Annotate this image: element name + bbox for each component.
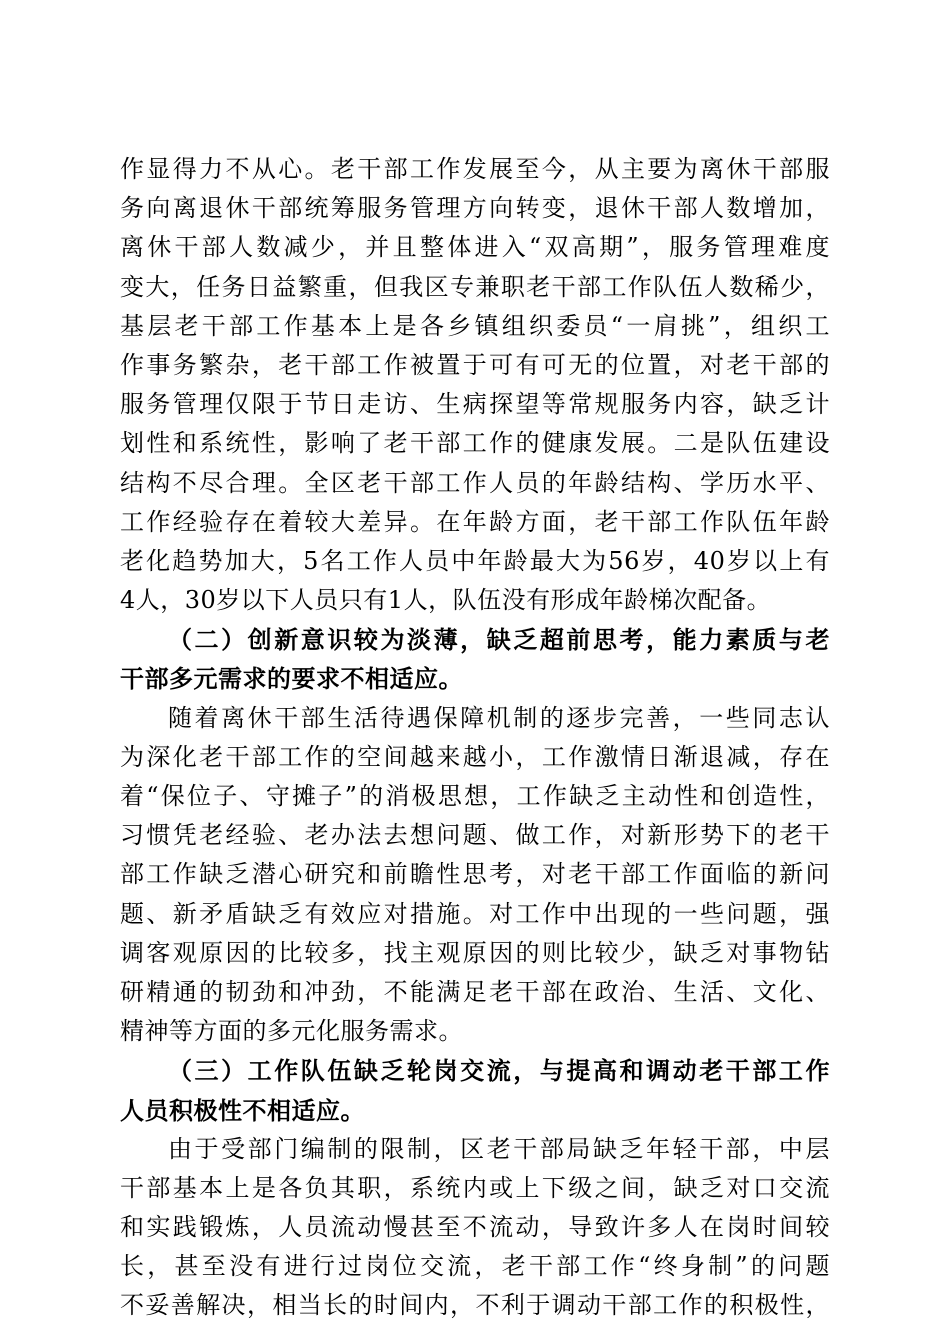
body-text-line: 长，甚至没有进行过岗位交流，老干部工作“终身制”的问题: [120, 1252, 830, 1281]
body-text-line: 研精通的韧劲和冲劲，不能满足老干部在政治、生活、文化、: [120, 977, 830, 1006]
body-text-line: 精神等方面的多元化服务需求。: [120, 1017, 463, 1046]
body-text-line: 不妥善解决，相当长的时间内，不利于调动干部工作的积极性，: [120, 1291, 830, 1320]
body-text-line: 划性和系统性，影响了老干部工作的健康发展。二是队伍建设: [120, 429, 830, 458]
body-text-line: 和实践锻炼，人员流动慢甚至不流动，导致许多人在岗时间较: [120, 1213, 830, 1242]
body-text-line: 老化趋势加大，5名工作人员中年龄最大为56岁，40岁以上有: [120, 546, 830, 575]
body-text-line: 工作经验存在着较大差异。在年龄方面，老干部工作队伍年龄: [120, 507, 830, 536]
body-text-line: 着“保位子、守摊子”的消极思想，工作缺乏主动性和创造性，: [120, 782, 830, 810]
body-text-line: 服务管理仅限于节日走访、生病探望等常规服务内容，缺乏计: [120, 390, 830, 419]
body-text-line: 题、新矛盾缺乏有效应对措施。对工作中出现的一些问题，强: [120, 899, 830, 928]
section-heading-line: 干部多元需求的要求不相适应。: [120, 664, 463, 694]
body-text-line: 习惯凭老经验、老办法去想问题、做工作，对新形势下的老干: [120, 821, 830, 850]
body-text-line: 基层老干部工作基本上是各乡镇组织委员“一肩挑”，组织工: [120, 311, 830, 340]
body-text-line: 干部基本上是各负其职，系统内或上下级之间，缺乏对口交流: [120, 1173, 830, 1202]
body-text-line: 离休干部人数减少，并且整体进入“双高期”，服务管理难度: [120, 233, 830, 262]
body-text-line: 调客观原因的比较多，找主观原因的则比较少，缺乏对事物钻: [120, 938, 830, 967]
body-text-line: 4人，30岁以下人员只有1人，队伍没有形成年龄梯次配备。: [120, 586, 772, 615]
body-text-line: 由于受部门编制的限制，区老干部局缺乏年轻干部，中层: [168, 1134, 830, 1163]
body-text-line: 作显得力不从心。老干部工作发展至今，从主要为离休干部服: [120, 155, 830, 183]
section-heading-line: （二）创新意识较为淡薄，缺乏超前思考，能力素质与老: [168, 625, 830, 655]
body-text-line: 务向离退休干部统筹服务管理方向转变，退休干部人数增加，: [120, 194, 830, 223]
body-text-line: 结构不尽合理。全区老干部工作人员的年龄结构、学历水平、: [120, 468, 830, 497]
body-text-line: 部工作缺乏潜心研究和前瞻性思考，对老干部工作面临的新问: [120, 860, 830, 889]
body-text-line: 随着离休干部生活待遇保障机制的逐步完善，一些同志认: [168, 703, 830, 732]
section-heading-line: 人员积极性不相适应。: [120, 1095, 365, 1125]
section-heading-line: （三）工作队伍缺乏轮岗交流，与提高和调动老干部工作: [168, 1056, 830, 1086]
document-body: [120, 150, 830, 1326]
body-text-line: 变大，任务日益繁重，但我区专兼职老干部工作队伍人数稀少，: [120, 272, 830, 301]
body-text-line: 为深化老干部工作的空间越来越小，工作激情日渐退减，存在: [120, 742, 830, 771]
body-text-line: 作事务繁杂，老干部工作被置于可有可无的位置，对老干部的: [120, 350, 830, 379]
